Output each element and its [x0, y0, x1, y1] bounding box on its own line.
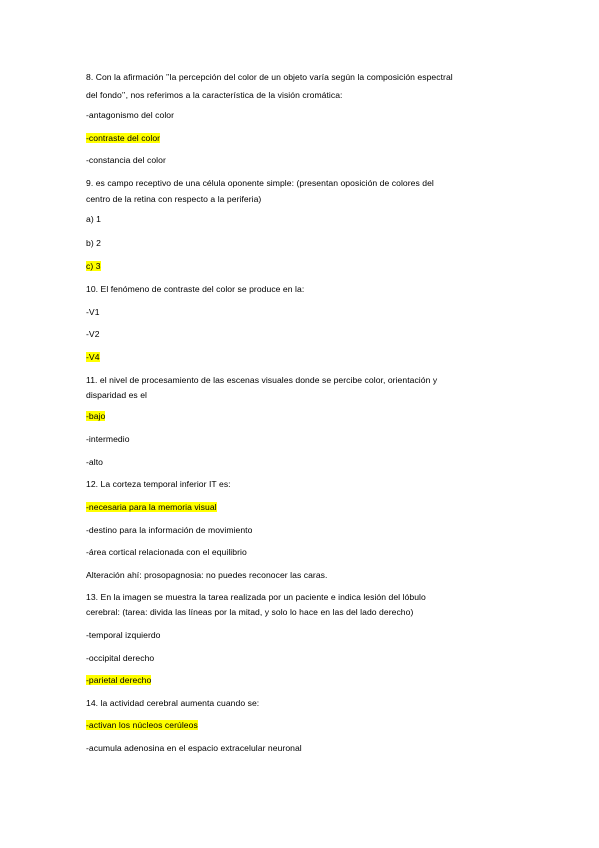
highlight: -V4: [86, 352, 100, 362]
question-13-line-2: cerebral: (tarea: divida las líneas por la mitad, y solo lo hace en las del lado derecho): [86, 607, 414, 617]
question-10: 10. El fenómeno de contraste del color se produce en la:: [86, 284, 305, 294]
question-11-line-1: 11. el nivel de procesamiento de las escenas visuales donde se percibe color, orientación y: [86, 375, 438, 385]
highlight: -necesaria para la memoria visual: [86, 502, 217, 512]
answer-option: -constancia del color: [86, 155, 166, 165]
answer-option: -alto: [86, 457, 103, 467]
answer-option-highlighted: [86, 717, 198, 733]
answer-option: -V2: [86, 329, 100, 339]
answer-option: -V1: [86, 307, 100, 317]
answer-option-highlighted: [86, 130, 160, 146]
answer-option: a) 1: [86, 214, 102, 224]
question-8-line-1: 8. Con la afirmación ’’la percepción del color de un objeto varía según la composición espectral: [86, 72, 453, 82]
highlight: -parietal derecho: [86, 675, 152, 685]
answer-option-highlighted: [86, 258, 101, 274]
question-9-line-1: 9. es campo receptivo de una célula oponente simple: (presentan oposición de colores del: [86, 178, 434, 188]
highlight: -contraste del color: [86, 133, 161, 143]
question-9-line-2: centro de la retina con respecto a la periferia): [86, 194, 262, 204]
answer-option: -intermedio: [86, 434, 130, 444]
answer-option: -antagonismo del color: [86, 110, 175, 120]
answer-option: -occipital derecho: [86, 653, 155, 663]
answer-option: -área cortical relacionada con el equilibrio: [86, 547, 247, 557]
answer-option: b) 2: [86, 238, 102, 248]
question-12: 12. La corteza temporal inferior IT es:: [86, 479, 231, 489]
answer-option-highlighted: [86, 349, 100, 365]
highlight: c) 3: [86, 261, 101, 271]
highlight: -activan los núcleos cerúleos: [86, 720, 198, 730]
highlight: -bajo: [86, 411, 106, 421]
answer-option-highlighted: [86, 672, 151, 688]
note: Alteración ahí: prosopagnosia: no puedes reconocer las caras.: [86, 570, 328, 580]
answer-option: -temporal izquierdo: [86, 630, 161, 640]
answer-option-highlighted: [86, 499, 217, 515]
question-14: 14. la actividad cerebral aumenta cuando se:: [86, 698, 260, 708]
question-8-line-2: del fondo’’, nos referimos a la característica de la visión cromática:: [86, 90, 343, 100]
question-11-line-2: disparidad es el: [86, 390, 147, 400]
answer-option: -destino para la información de movimiento: [86, 525, 253, 535]
answer-option-highlighted: [86, 408, 105, 424]
answer-option: -acumula adenosina en el espacio extracelular neuronal: [86, 743, 302, 753]
question-13-line-1: 13. En la imagen se muestra la tarea realizada por un paciente e indica lesión del lóbulo: [86, 592, 426, 602]
